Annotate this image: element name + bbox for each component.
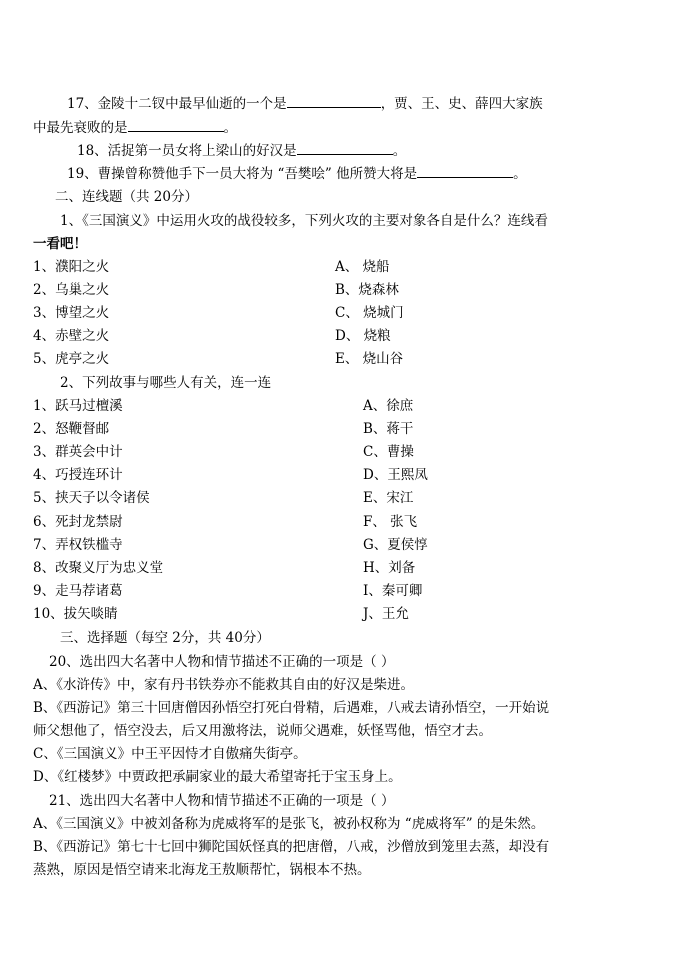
list-item: 4、巧授连环计 <box>33 467 123 483</box>
list-item: E、宋江 <box>363 490 414 506</box>
question-21-option-a: A、《三国演义》中被刘备称为虎威将军的是张飞，被孙权称为 “虎威将军” 的是朱然。 <box>33 816 545 832</box>
question-18: 18、活捉第一员女将上梁山的好汉是 。 <box>77 143 407 159</box>
answer-blank <box>287 95 381 108</box>
answer-blank <box>417 165 513 178</box>
answer-blank <box>297 142 393 155</box>
list-item: 2、乌巢之火 <box>33 282 110 298</box>
question-20-option-a: A、《水浒传》中，家有丹书铁券亦不能救其自由的好汉是柴进。 <box>33 677 414 693</box>
list-item: F、 张飞 <box>363 514 418 530</box>
answer-blank <box>128 119 224 132</box>
section-2-q1-line2: 一看吧！ <box>33 236 87 252</box>
list-item: 3、博望之火 <box>33 305 110 321</box>
list-item: E、 烧山谷 <box>335 351 404 367</box>
question-20-stem: 20、选出四大名著中人物和情节描述不正确的一项是（ ） <box>49 654 395 670</box>
list-item: 7、弄权铁槛寺 <box>33 537 123 553</box>
question-17-line2: 中最先衰败的是 。 <box>33 120 237 136</box>
question-17-line1: 17、金陵十二钗中最早仙逝的一个是 ，贾、王、史、薛四大家族 <box>67 96 543 112</box>
list-item: 2、怒鞭督邮 <box>33 421 110 437</box>
question-20-option-c: C、《三国演义》中王平因恃才自傲痛失街亭。 <box>33 746 307 762</box>
list-item: 6、死封龙禁尉 <box>33 514 123 530</box>
question-20-option-d: D、《红楼梦》中贾政把承嗣家业的最大希望寄托于宝玉身上。 <box>33 769 402 785</box>
list-item: C、 烧城门 <box>335 305 404 321</box>
list-item: 5、挟天子以令诸侯 <box>33 490 150 506</box>
list-item: 1、濮阳之火 <box>33 259 110 275</box>
list-item: 5、虎亭之火 <box>33 351 110 367</box>
list-item: D、王熙凤 <box>363 467 428 483</box>
list-item: 10、拔矢啖睛 <box>33 606 118 622</box>
list-item: D、 烧粮 <box>335 328 391 344</box>
list-item: 9、走马荐诸葛 <box>33 583 123 599</box>
list-item: A、 烧船 <box>335 259 390 275</box>
list-item: B、蒋干 <box>363 421 414 437</box>
question-20-option-b-line1: B、《西游记》第三十回唐僧因孙悟空打死白骨精，后遇难，八戒去请孙悟空，一开始说 <box>33 700 550 716</box>
section-2-title: 二、连线题（共 20分） <box>55 189 198 205</box>
list-item: G、夏侯惇 <box>363 537 428 553</box>
list-item: 1、跃马过檀溪 <box>33 398 123 414</box>
list-item: 8、改聚义厅为忠义堂 <box>33 560 164 576</box>
list-item: I、秦可卿 <box>363 583 423 599</box>
list-item: 3、群英会中计 <box>33 444 123 460</box>
section-2-q2-title: 2、下列故事与哪些人有关，连一连 <box>60 375 272 391</box>
section-2-q1-line1: 1、《三国演义》中运用火攻的战役较多，下列火攻的主要对象各自是什么？连线看 <box>60 213 548 229</box>
question-21-stem: 21、选出四大名著中人物和情节描述不正确的一项是（ ） <box>49 793 395 809</box>
list-item: A、徐庶 <box>363 398 414 414</box>
list-item: C、曹操 <box>363 444 414 460</box>
list-item: B、烧森林 <box>335 282 399 298</box>
question-19: 19、曹操曾称赞他手下一员大将为 “吾樊哙” 他所赞大将是 。 <box>67 166 527 182</box>
section-3-title: 三、选择题（每空 2分，共 40分） <box>60 630 270 646</box>
question-21-option-b-line2: 蒸熟，原因是悟空请来北海龙王敖顺帮忙，锅根本不热。 <box>33 862 371 878</box>
question-20-option-b-line2: 师父想他了，悟空没去，后又用激将法，说师父遇难，妖怪骂他，悟空才去。 <box>33 723 492 739</box>
list-item: J、王允 <box>363 606 409 622</box>
list-item: H、刘备 <box>363 560 416 576</box>
list-item: 4、赤壁之火 <box>33 328 110 344</box>
question-21-option-b-line1: B、《西游记》第七十七回中狮陀国妖怪真的把唐僧，八戒，沙僧放到笼里去蒸，却没有 <box>33 839 550 855</box>
